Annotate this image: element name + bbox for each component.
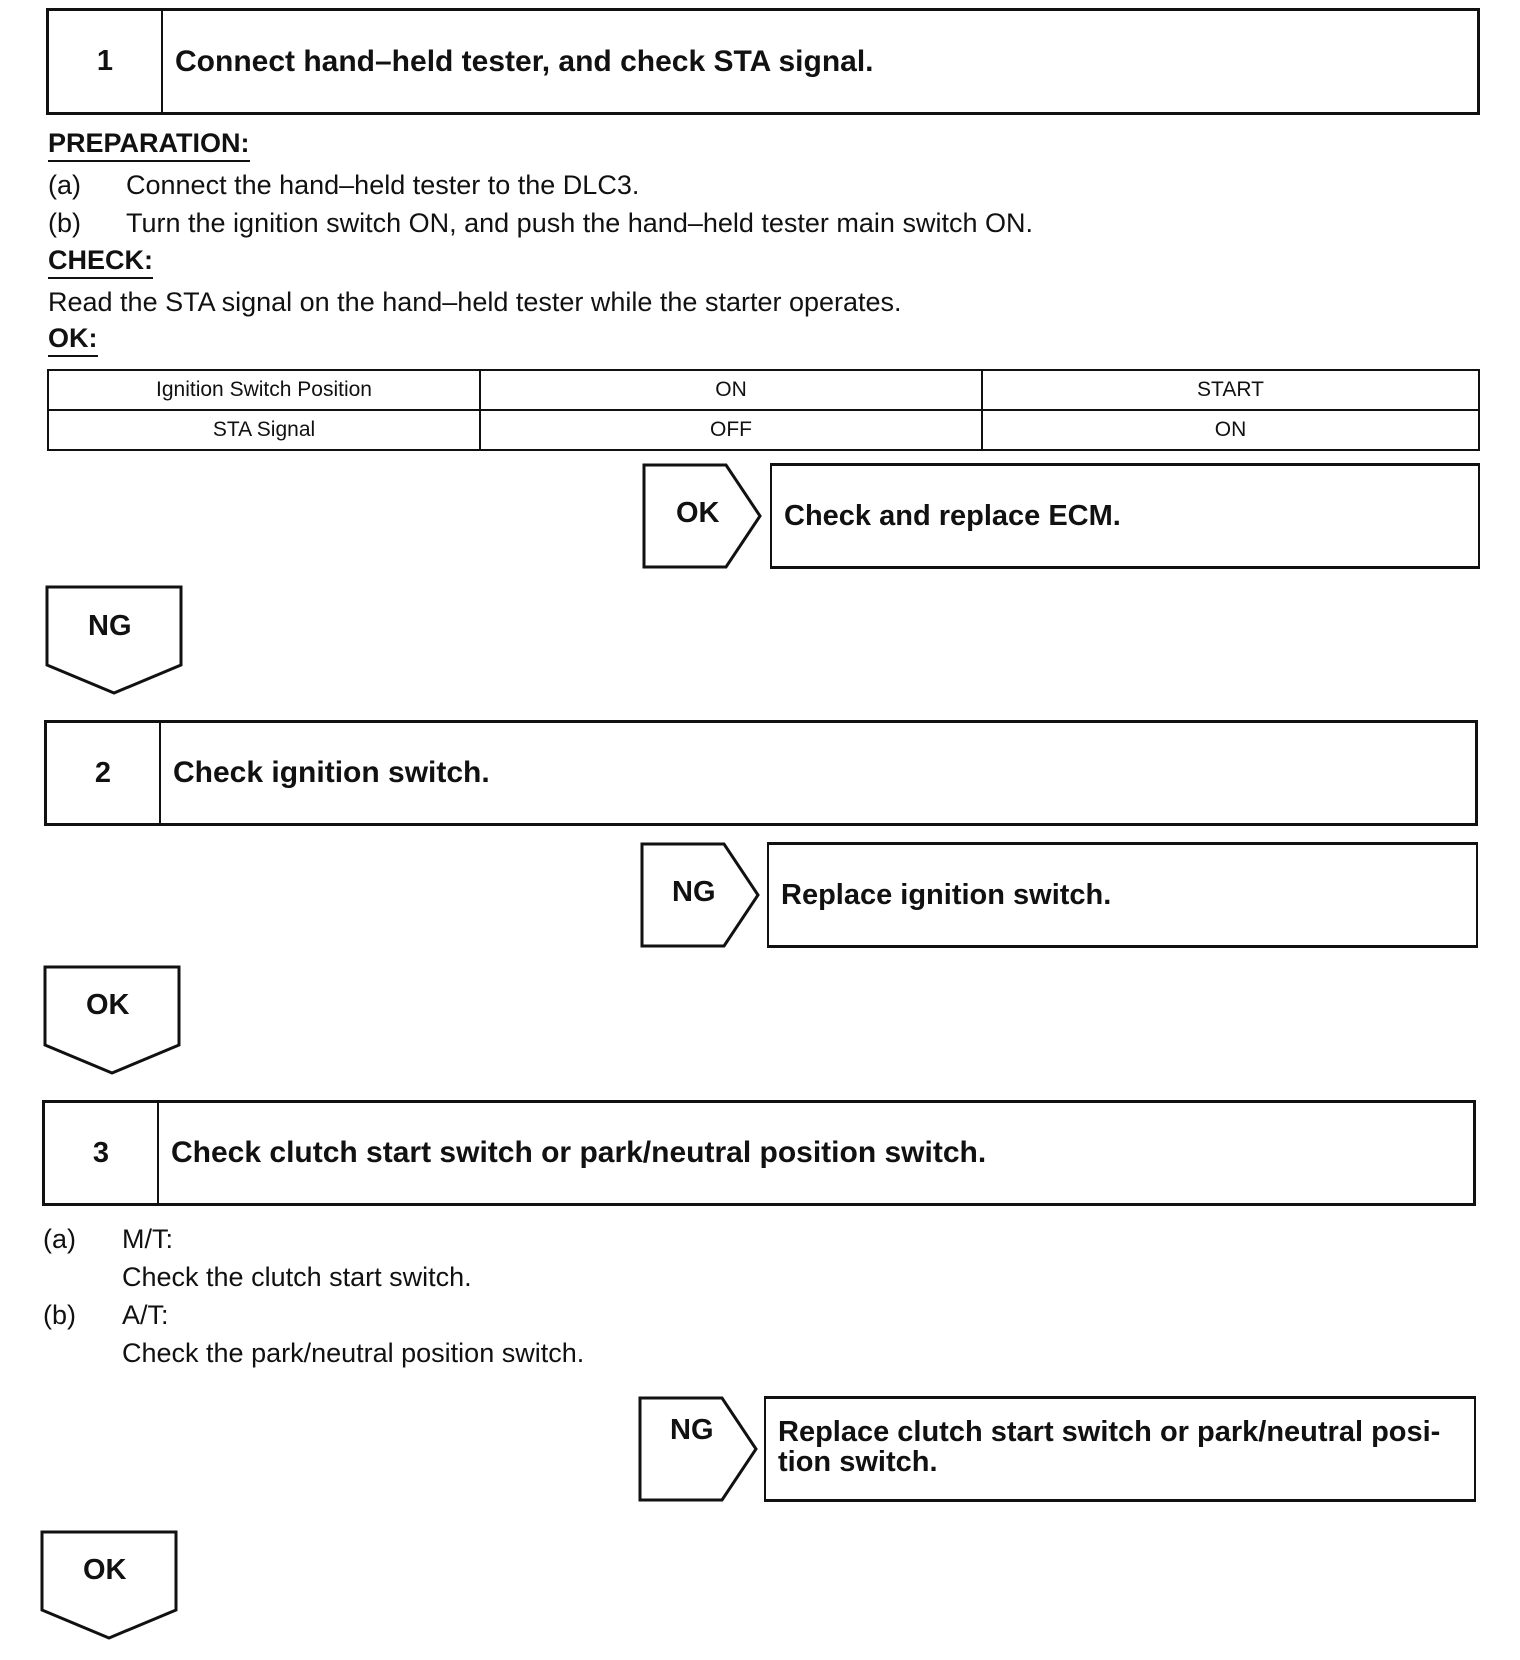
branch-tag: OK: [676, 497, 720, 529]
table-cell: STA Signal: [48, 410, 480, 450]
ng-branch-arrow: [640, 842, 760, 948]
branch-tag: OK: [83, 1554, 127, 1586]
ng-branch-arrow: [45, 585, 185, 695]
preparation-heading: PREPARATION:: [48, 128, 250, 162]
step-title: Check ignition switch.: [173, 756, 490, 789]
check-heading: CHECK:: [48, 245, 153, 279]
branch-tag: NG: [672, 876, 716, 908]
step-title: Check clutch start switch or park/neutral position switch.: [171, 1136, 987, 1169]
item-a-text: Check the clutch start switch.: [122, 1262, 472, 1292]
step-number: 3: [45, 1103, 159, 1203]
item-b-type: A/T:: [122, 1300, 169, 1330]
check-text: Read the STA signal on the hand–held tester while the starter operates.: [48, 287, 902, 317]
result-box: Check and replace ECM.: [770, 463, 1480, 569]
step-number: 2: [47, 723, 161, 823]
step-title: Connect hand–held tester, and check STA signal.: [175, 44, 874, 78]
item-b-label: (b): [43, 1300, 76, 1330]
prep-a-text: Connect the hand–held tester to the DLC3.: [126, 170, 640, 200]
ok-branch-arrow: [40, 1530, 180, 1640]
step-3-header: [42, 1100, 1476, 1206]
ok-heading: OK:: [48, 323, 98, 357]
branch-tag: NG: [670, 1414, 714, 1446]
step-number: 1: [49, 11, 163, 112]
result-box: Replace clutch start switch or park/neutral posi- tion switch.: [764, 1396, 1476, 1502]
result-box: Replace ignition switch.: [767, 842, 1478, 948]
table-row: [48, 370, 1479, 410]
item-a-label: (a): [43, 1224, 76, 1254]
item-b-text: Check the park/neutral position switch.: [122, 1338, 585, 1368]
ng-branch-arrow: [638, 1396, 758, 1502]
branch-tag: NG: [88, 610, 132, 642]
item-a-type: M/T:: [122, 1224, 173, 1254]
table-cell: ON: [982, 410, 1479, 450]
ok-branch-arrow: [43, 965, 183, 1075]
table-cell: START: [982, 370, 1479, 410]
table-row: [48, 410, 1479, 450]
prep-b-text: Turn the ignition switch ON, and push the hand–held tester main switch ON.: [126, 208, 1033, 238]
ok-branch-arrow: [642, 463, 762, 569]
right-arrow-icon: [638, 1396, 758, 1502]
step-2-header: [44, 720, 1478, 826]
table-cell: ON: [480, 370, 982, 410]
sta-signal-table: [47, 369, 1480, 451]
table-cell: OFF: [480, 410, 982, 450]
prep-a-label: (a): [48, 170, 81, 200]
step-1-header: [46, 8, 1480, 115]
prep-b-label: (b): [48, 208, 81, 238]
table-cell: Ignition Switch Position: [48, 370, 480, 410]
branch-tag: OK: [86, 989, 130, 1021]
